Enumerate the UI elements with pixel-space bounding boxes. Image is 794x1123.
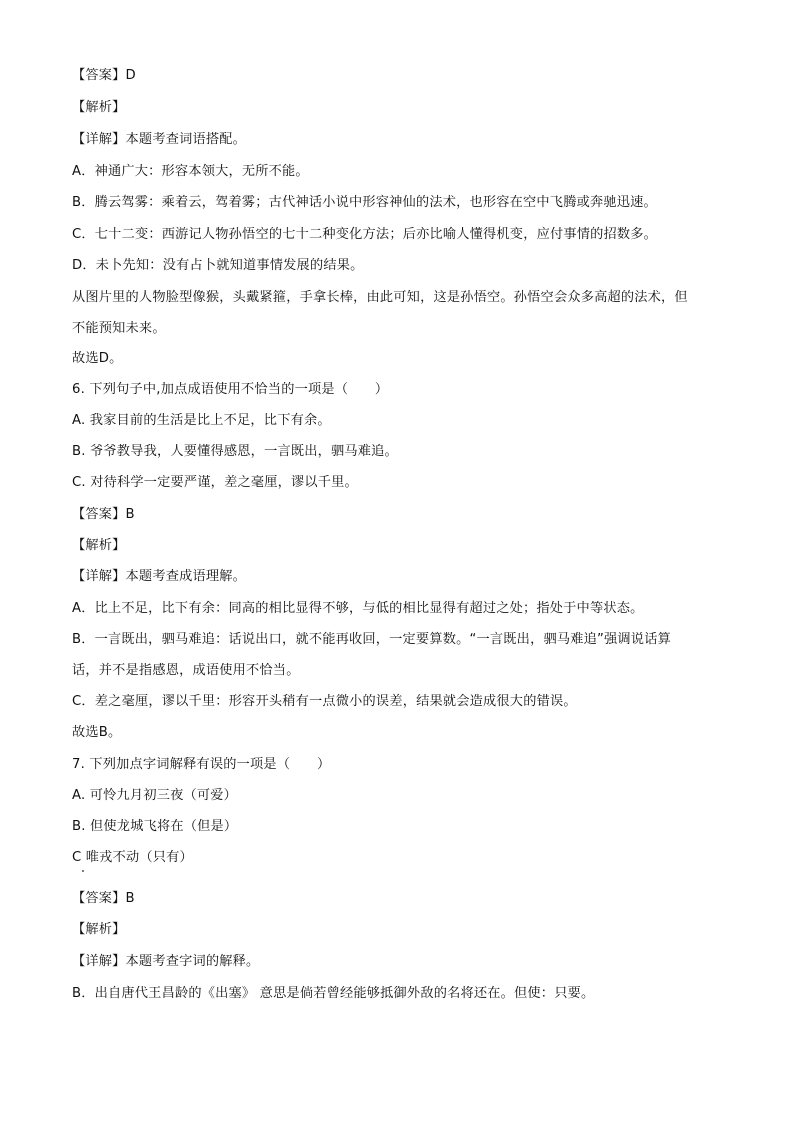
answer-label-2: 【答案】B: [72, 507, 135, 522]
analysis-label-1: 【解析】: [72, 100, 126, 115]
option-a-explain-1: A．神通广大：形容本领大，无所不能。: [72, 164, 309, 179]
conclusion-2: 故选B。: [72, 725, 122, 740]
q6-explain-a: A．比上不足，比下有余：同高的相比显得不够，与低的相比显得有超过之处；指处于中等状态。: [72, 601, 644, 616]
q7-explain-b: B．出自唐代王昌龄的《出塞》 意思是倘若曾经能够抵御外敌的名将还在。但使：只要。: [72, 986, 595, 1001]
option-b-explain-1: B．腾云驾雾：乘着云，驾着雾；古代神话小说中形容神仙的法术，也形容在空中飞腾或奔驰迅速。: [72, 195, 657, 210]
option-c-explain-1: C．七十二变：西游记人物孙悟空的七十二种变化方法；后亦比喻人懂得机变，应付事情的招数多。: [72, 227, 658, 242]
q6-explain-b-1: B．一言既出，驷马难追：话说出口，就不能再收回，一定要算数。“一言既出，驷马难追”强调说话算: [72, 632, 671, 647]
detail-line-2: 【详解】本题考查成语理解。: [72, 569, 247, 584]
q6-option-b: B. 爷爷教导我，人要懂得感恩，一言既出，驷马难追。: [72, 444, 398, 459]
answer-label-3: 【答案】B: [72, 891, 135, 906]
q7-option-c: C 唯戎不动（只有）: [72, 850, 193, 865]
q6-option-a: A. 我家目前的生活是比上不足，比下有余。: [72, 413, 331, 428]
explanation-line-1: 从图片里的人物脸型像猴，头戴紧箍，手拿长棒，由此可知，这是孙悟空。孙悟空会众多高超的法术，但: [72, 290, 688, 305]
answer-label-1: 【答案】D: [72, 68, 136, 83]
q6-option-c: C. 对待科学一定要严谨，差之毫厘，谬以千里。: [72, 475, 358, 490]
q7-option-b: B. 但使龙城飞将在（但是）: [72, 819, 238, 834]
q7-option-a: A. 可怜九月初三夜（可爱）: [72, 788, 238, 803]
q6-explain-c: C．差之毫厘，谬以千里：形容开头稍有一点微小的误差，结果就会造成很大的错误。: [72, 694, 577, 709]
option-d-explain-1: D．未卜先知：没有占卜就知道事情发展的结果。: [72, 258, 364, 273]
question-7: 7. 下列加点字词解释有误的一项是（ ）: [72, 757, 331, 772]
q6-explain-b-2: 话，并不是指感恩，成语使用不恰当。: [72, 663, 300, 678]
explanation-line-2: 不能预知未来。: [72, 321, 166, 336]
analysis-label-2: 【解析】: [72, 538, 126, 553]
detail-line-3: 【详解】本题考查字词的解释。: [72, 954, 260, 969]
detail-line-1: 【详解】本题考查词语搭配。: [72, 132, 247, 147]
emphasis-dot: [82, 870, 84, 872]
analysis-label-3: 【解析】: [72, 922, 126, 937]
question-6: 6. 下列句子中,加点成语使用不恰当的一项是（ ）: [72, 382, 389, 397]
conclusion-1: 故选D。: [72, 351, 123, 366]
